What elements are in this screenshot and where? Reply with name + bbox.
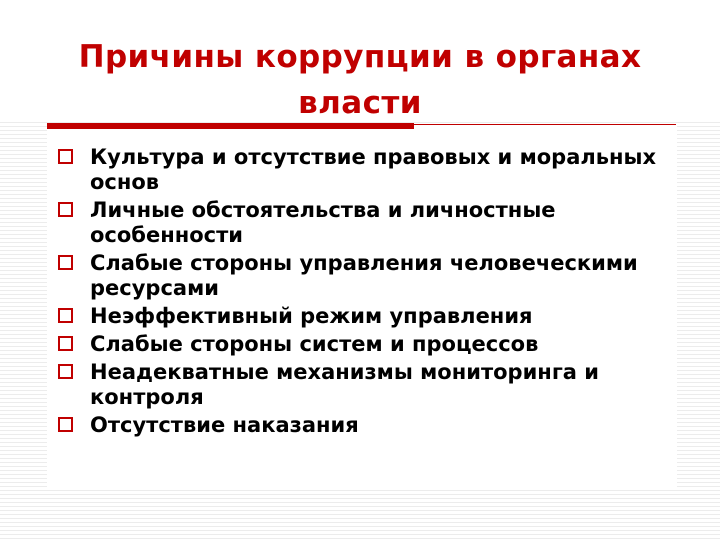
hollow-square-bullet-icon bbox=[58, 364, 73, 379]
bullet-item bbox=[58, 145, 678, 195]
hollow-square-bullet-icon bbox=[58, 149, 73, 164]
bullet-text: Личные обстоятельства и личностные особенности bbox=[90, 198, 556, 247]
bullet-item bbox=[58, 251, 678, 301]
title-underline-thin bbox=[414, 124, 676, 125]
bullet-item bbox=[58, 332, 678, 357]
hollow-square-bullet-icon bbox=[58, 336, 73, 351]
bullet-text: Культура и отсутствие правовых и моральных основ bbox=[90, 145, 657, 194]
bullet-text: Слабые стороны управления человеческими ресурсами bbox=[90, 251, 638, 300]
hollow-square-bullet-icon bbox=[58, 202, 73, 217]
bullet-item bbox=[58, 304, 678, 329]
bullet-text: Слабые стороны систем и процессов bbox=[90, 332, 539, 356]
bullet-item bbox=[58, 413, 678, 438]
hollow-square-bullet-icon bbox=[58, 417, 73, 432]
hollow-square-bullet-icon bbox=[58, 255, 73, 270]
bullet-item bbox=[58, 198, 678, 248]
bullet-item bbox=[58, 360, 678, 410]
bullet-text: Неэффективный режим управления bbox=[90, 304, 533, 328]
bullet-text: Неадекватные механизмы мониторинга и контроля bbox=[90, 360, 599, 409]
slide-title: Причины коррупции в органах власти bbox=[78, 39, 642, 121]
hollow-square-bullet-icon bbox=[58, 308, 73, 323]
title-underline-thick bbox=[47, 123, 414, 129]
bullet-text: Отсутствие наказания bbox=[90, 413, 359, 437]
bullet-list bbox=[58, 145, 678, 441]
